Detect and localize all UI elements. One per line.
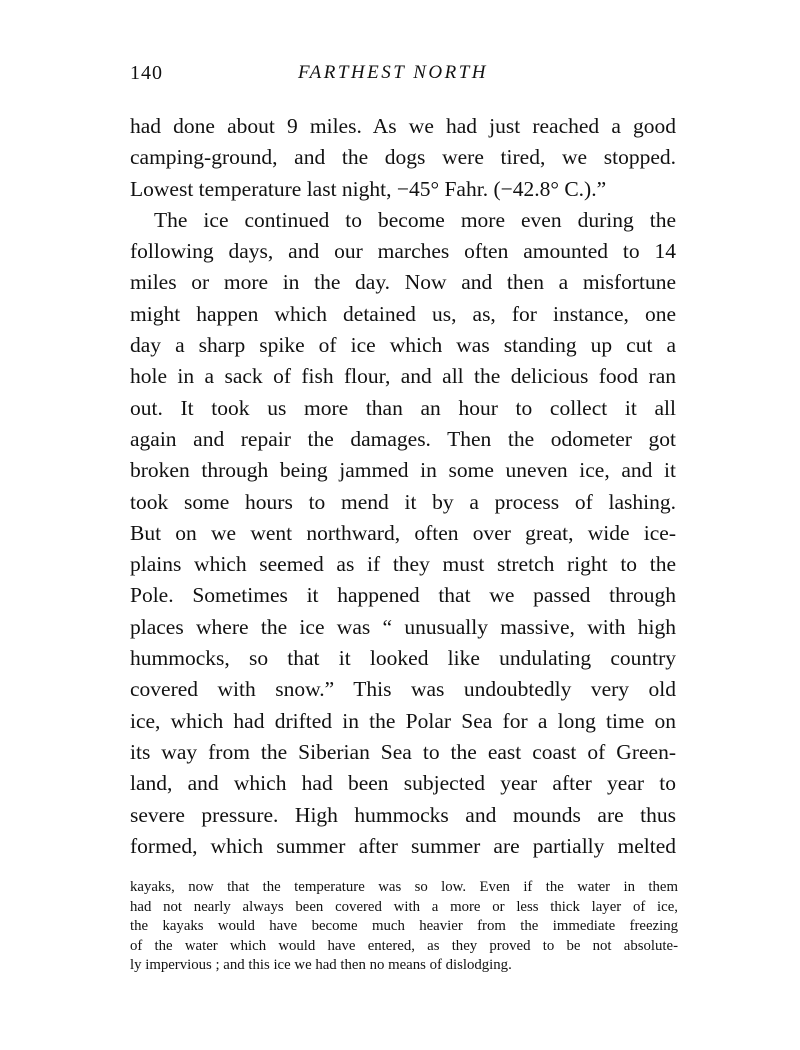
footnote-line: the kayaks would have become much heavier from the immediate freezing	[130, 918, 678, 934]
footnote	[130, 878, 678, 976]
body-line: had done about 9 miles. As we had just reached a good	[130, 114, 676, 138]
page-number: 140	[130, 62, 163, 84]
body-line: again and repair the damages. Then the odometer got	[130, 426, 676, 451]
body-line: following days, and our marches often amounted to 14	[130, 239, 676, 264]
body-text	[130, 111, 676, 862]
footnote-line: kayaks, now that the temperature was so low. Even if the water in them	[130, 879, 678, 895]
body-line: ice, which had drifted in the Polar Sea for a long time on	[130, 708, 676, 733]
body-line: Lowest temperature last night, −45° Fahr. (−42.8° C.).”	[130, 176, 607, 201]
body-line: miles or more in the day. Now and then a misfortune	[130, 270, 676, 295]
body-line: formed, which summer after summer are partially melted	[130, 833, 676, 858]
body-line: hole in a sack of fish flour, and all the delicious food ran	[130, 364, 676, 389]
body-line: out. It took us more than an hour to collect it all	[130, 395, 676, 420]
body-line: severe pressure. High hummocks and mounds are thus	[130, 802, 676, 827]
body-line: covered with snow.” This was undoubtedly very old	[130, 677, 676, 702]
body-line: Pole. Sometimes it happened that we passed through	[130, 583, 676, 608]
footnote-line: ly impervious ; and this ice we had then no means of dislodging.	[130, 957, 512, 973]
body-line: camping-ground, and the dogs were tired, we stopped.	[130, 145, 676, 170]
body-line: places where the ice was “ unusually massive, with high	[130, 614, 676, 639]
body-line: land, and which had been subjected year after year to	[130, 771, 676, 796]
page-header	[130, 62, 670, 88]
running-head: FARTHEST NORTH	[298, 62, 489, 83]
body-line: broken through being jammed in some uneven ice, and it	[130, 458, 676, 483]
body-line: took some hours to mend it by a process of lashing.	[130, 489, 676, 514]
footnote-line: had not nearly always been covered with a more or less thick layer of ice,	[130, 898, 678, 915]
body-line: its way from the Siberian Sea to the east coast of Green-	[130, 739, 676, 764]
body-line: The ice continued to become more even during the	[154, 207, 676, 232]
body-line: might happen which detained us, as, for instance, one	[130, 301, 676, 326]
body-line: But on we went northward, often over great, wide ice-	[130, 520, 676, 545]
body-line: hummocks, so that it looked like undulating country	[130, 646, 676, 671]
footnote-line: of the water which would have entered, as they proved to be not absolute-	[130, 937, 678, 954]
body-line: day a sharp spike of ice which was standing up cut a	[130, 333, 676, 358]
body-line: plains which seemed as if they must stretch right to the	[130, 552, 676, 577]
